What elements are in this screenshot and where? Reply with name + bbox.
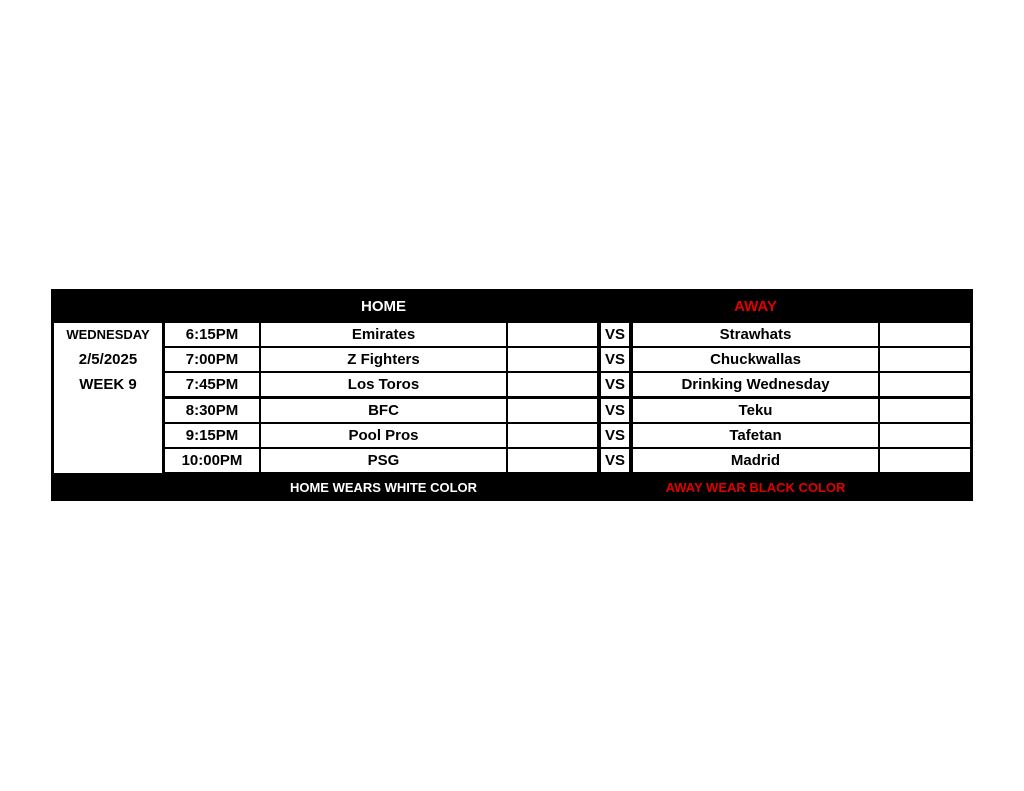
game-time: 10:00PM — [165, 449, 259, 472]
home-team: Z Fighters — [261, 348, 506, 371]
away-team: Madrid — [633, 449, 878, 472]
away-blank-cell — [880, 424, 970, 447]
home-blank-cell — [508, 323, 597, 346]
away-blank-cell — [880, 323, 970, 346]
away-team: Tafetan — [633, 424, 878, 447]
away-footer-note: AWAY WEAR BLACK COLOR — [665, 479, 846, 495]
away-team: Drinking Wednesday — [633, 373, 878, 396]
home-blank-cell — [508, 373, 597, 396]
home-team: Los Toros — [261, 373, 506, 396]
game-time: 9:15PM — [165, 424, 259, 447]
vs-label: VS — [601, 424, 629, 447]
vs-label: VS — [601, 449, 629, 472]
home-blank-cell — [508, 449, 597, 472]
away-header: AWAY — [734, 297, 777, 315]
home-team: PSG — [261, 449, 506, 472]
vs-label: VS — [601, 373, 629, 396]
away-blank-cell — [880, 373, 970, 396]
away-team: Strawhats — [633, 323, 878, 346]
date-label: 2/5/2025 — [78, 351, 138, 368]
vs-label: VS — [601, 323, 629, 346]
home-team: Emirates — [261, 323, 506, 346]
home-blank-cell — [508, 348, 597, 371]
vs-label: VS — [601, 348, 629, 371]
schedule-table — [51, 289, 973, 501]
vs-label: VS — [601, 399, 629, 422]
home-header: HOME — [361, 297, 406, 315]
home-footer-note: HOME WEARS WHITE COLOR — [289, 479, 478, 495]
date-block — [54, 323, 162, 473]
game-time: 6:15PM — [165, 323, 259, 346]
away-blank-cell — [880, 399, 970, 422]
game-time: 7:45PM — [165, 373, 259, 396]
away-blank-cell — [880, 348, 970, 371]
game-time: 8:30PM — [165, 399, 259, 422]
game-time: 7:00PM — [165, 348, 259, 371]
day-label: WEDNESDAY — [66, 327, 150, 342]
home-blank-cell — [508, 424, 597, 447]
away-blank-cell — [880, 449, 970, 472]
home-team: BFC — [261, 399, 506, 422]
away-team: Chuckwallas — [633, 348, 878, 371]
home-blank-cell — [508, 399, 597, 422]
week-label: WEEK 9 — [79, 376, 137, 393]
home-team: Pool Pros — [261, 424, 506, 447]
away-team: Teku — [633, 399, 878, 422]
